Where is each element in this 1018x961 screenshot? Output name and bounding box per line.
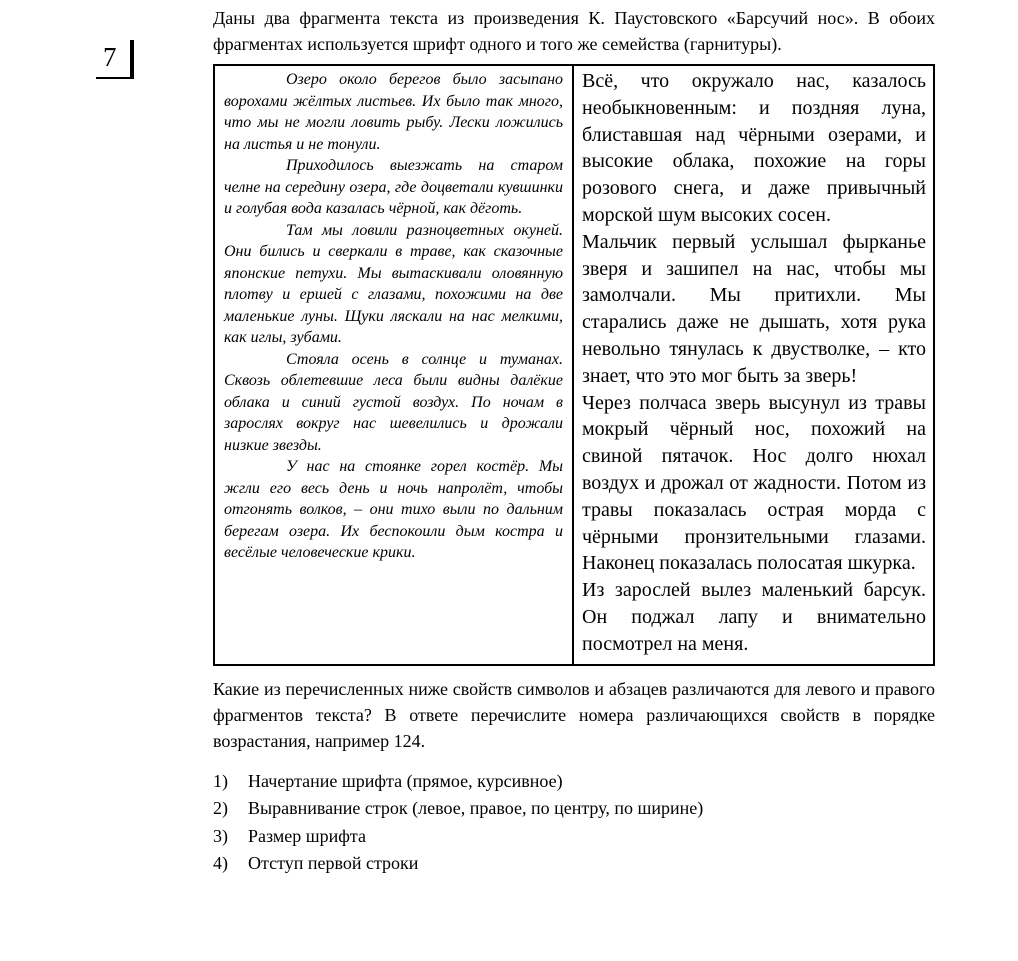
option-text: Отступ первой строки <box>248 853 419 874</box>
fragments-table <box>213 64 935 666</box>
option-item <box>213 850 935 878</box>
option-item <box>213 823 935 851</box>
option-text: Размер шрифта <box>248 825 366 846</box>
option-number: 3) <box>213 825 228 846</box>
option-item <box>213 795 935 823</box>
question-paragraph: Какие из перечисленных ниже свойств символов и абзацев различаются для левого и правого фрагментов текста? В ответе перечислите номера различающихся свойств в порядке возрастания, например 124. <box>213 678 935 751</box>
fragment-paragraph: У нас на стоянке горел костёр. Мы жгли его весь день и ночь напролёт, чтобы отгонять волков, – они тихо выли по дальним берегам озера. Их беспокоили дым костра и весёлые человеческие крики. <box>224 458 563 561</box>
option-number: 2) <box>213 798 228 819</box>
fragment-paragraph: Стояла осень в солнце и туманах. Сквозь облетевшие леса были видны далёкие облака и синий густой воздух. По ночам в зарослях вокруг нас шевелились и дрожали низкие звезды. <box>224 350 563 454</box>
fragment-paragraph: Всё, что окружало нас, казалось необыкновенным: и поздняя луна, блиставшая над чёрными озерами, и высокие облака, похожие на горы розового снега, и даже привычный морской шум высоких сосен. <box>582 70 926 226</box>
fragment-paragraph: Приходилось выезжать на старом челне на середину озера, где доцветали кувшинки и голубая вода казалась чёрной, как дёготь. <box>224 157 563 217</box>
right-fragment-cell <box>574 66 933 664</box>
fragment-paragraph: Мальчик первый услышал фырканье зверя и зашипел на нас, чтобы мы замолчали. Мы притихли. Мы старались даже не дышать, хотя рука невольно тянулась к двустволке, – кто знает, что это мог быть за зверь! <box>582 230 926 387</box>
options-list <box>213 768 935 878</box>
task-number: 7 <box>96 40 134 79</box>
left-fragment-cell <box>215 66 574 664</box>
option-item <box>213 768 935 796</box>
fragment-paragraph: Через полчаса зверь высунул из травы мокрый чёрный нос, похожий на свиной пятачок. Нос долго нюхал воздух и дрожал от жадности. Потом из травы показалась острая морда с чёрными пронзительными глазами. Наконец показалась полосатая шкурка. <box>582 391 926 575</box>
option-text: Выравнивание строк (левое, правое, по центру, по ширине) <box>248 798 704 819</box>
intro-paragraph: Даны два фрагмента текста из произведения К. Паустовского «Барсучий нос». В обоих фрагментах используется шрифт одного и того же семейства (гарнитуры). <box>213 8 935 54</box>
fragment-paragraph: Из зарослей вылез маленький барсук. Он поджал лапу и внимательно посмотрел на меня. <box>582 579 926 655</box>
fragment-paragraph: Там мы ловили разноцветных окуней. Они бились и сверкали в траве, как сказочные японские петухи. Мы вытаскивали оловянную плотву и ершей с глазами, похожими на две маленькие луны. Щуки ляскали на нас мелкими, как иглы, зубами. <box>224 221 563 346</box>
task-content <box>213 5 935 878</box>
option-number: 4) <box>213 853 228 874</box>
fragment-paragraph: Озеро около берегов было засыпано ворохами жёлтых листьев. Их было так много, что мы не могли ловить рыбу. Лески ложились на листья и не тонули. <box>224 71 563 153</box>
option-number: 1) <box>213 770 228 791</box>
option-text: Начертание шрифта (прямое, курсивное) <box>248 770 563 791</box>
